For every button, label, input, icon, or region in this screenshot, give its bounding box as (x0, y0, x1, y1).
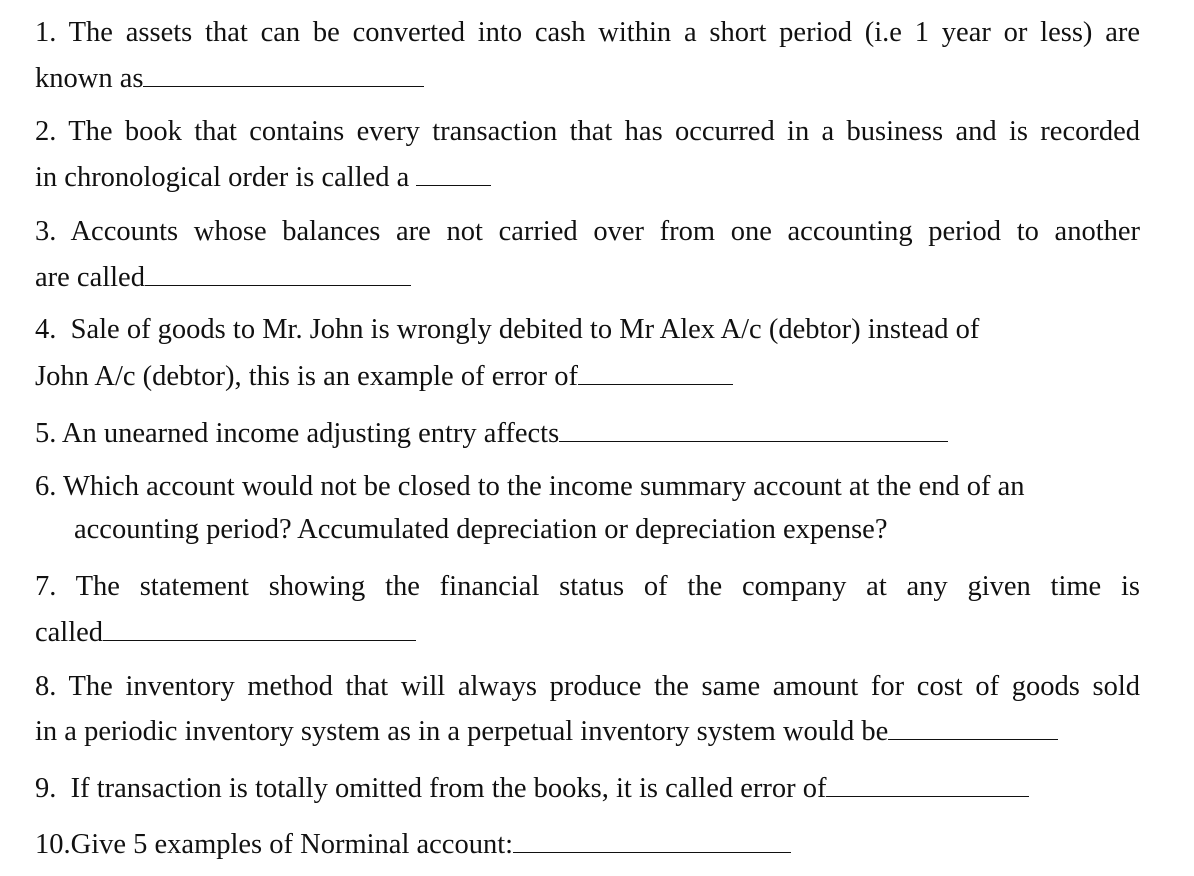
answer-blank-9[interactable] (826, 769, 1029, 797)
question-5-line-1 (35, 414, 948, 448)
question-3-line-1: 3. Accounts whose balances are not carried over from one accounting period to another (35, 216, 1140, 247)
answer-blank-4[interactable] (578, 357, 733, 385)
question-5-text: 5. An unearned income adjusting entry affects (35, 418, 560, 449)
answer-blank-2[interactable] (416, 158, 491, 186)
question-4-line-1: 4. Sale of goods to Mr. John is wrongly debited to Mr Alex A/c (debtor) instead of (35, 314, 980, 345)
question-9-line-1 (35, 769, 1029, 803)
question-6-line-1: 6. Which account would not be closed to the income summary account at the end of an (35, 471, 1025, 502)
question-3-line-2 (35, 258, 411, 292)
question-7-line-2 (35, 613, 416, 647)
question-7-line-1: 7. The statement showing the financial status of the company at any given time is (35, 571, 1140, 602)
answer-blank-3[interactable] (145, 258, 411, 286)
answer-blank-10[interactable] (513, 825, 791, 853)
answer-blank-8[interactable] (888, 712, 1058, 740)
answer-blank-1[interactable] (143, 59, 424, 87)
question-4-line-2 (35, 357, 733, 391)
question-8-line-1: 8. The inventory method that will always produce the same amount for cost of goods sold (35, 671, 1140, 702)
question-7-text: called (35, 617, 104, 648)
question-10-text: 10.Give 5 examples of Norminal account: (35, 829, 514, 860)
question-4-text: John A/c (debtor), this is an example of error of (35, 361, 578, 392)
question-2-text: in chronological order is called a (35, 162, 417, 193)
question-1-text: known as (35, 63, 144, 94)
question-8-line-2 (35, 712, 1058, 746)
question-3-text: are called (35, 262, 145, 293)
question-8-text: in a periodic inventory system as in a perpetual inventory system would be (35, 716, 889, 747)
question-2-line-2 (35, 158, 491, 192)
question-9-text: 9. If transaction is totally omitted from the books, it is called error of (35, 773, 827, 804)
question-10-line-1 (35, 825, 791, 859)
answer-blank-5[interactable] (559, 414, 948, 442)
question-1-line-1: 1. The assets that can be converted into cash within a short period (i.e 1 year or less) are (35, 17, 1140, 48)
question-1-line-2 (35, 59, 424, 93)
answer-blank-7[interactable] (103, 613, 416, 641)
question-6-line-2: accounting period? Accumulated depreciation or depreciation expense? (74, 514, 888, 545)
question-2-line-1: 2. The book that contains every transaction that has occurred in a business and is recorded (35, 116, 1140, 147)
